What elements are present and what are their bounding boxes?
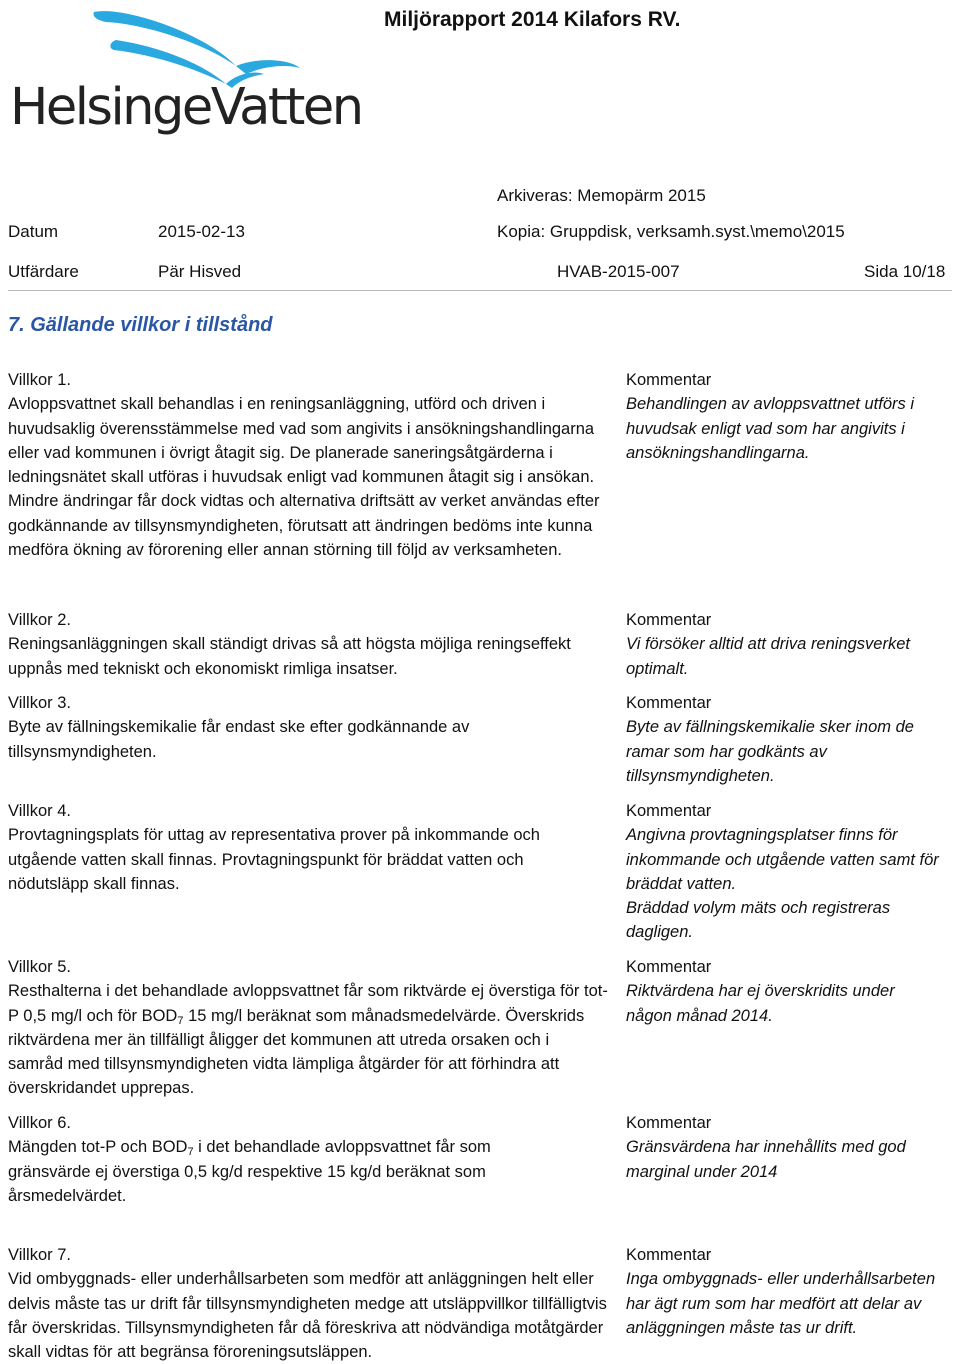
condition-title: Villkor 6. [8,1114,71,1132]
comment-text: Vi försöker alltid att driva reningsverket optimalt. [626,635,910,678]
header-divider [8,290,952,291]
comment-text: Angivna provtagningsplatser finns för inkommande och utgående vatten samt för bräddat vatten. [626,826,939,893]
comment-5 [626,955,936,1028]
condition-text: Avloppsvattnet skall behandlas i en reningsanläggning, utförd och driven i huvudsaklig överensstämmelse med vad som angivits i ansökningshandlingarna eller vad kommunen i övrigt åtagit sig. De planerade saneringsåtgärderna i ledningsnätet skall utföras i huvudsak enligt vad kommunen åtagit sig i ansökan. Mindre ändringar får dock vidtas och alternativa driftsätt av verket användas efter godkännande av tillsynsmyndigheten, förutsatt att ändringen bedöms inte kunna medföra ökning av förorening eller annan störning till följd av verksamheten. [8,395,600,560]
condition-text: Resthalterna i det behandlade avloppsvattnet får som riktvärde ej överstiga för tot-P 0,5 mg/l och för BOD [8,982,608,1025]
comment-text: Byte av fällningskemikalie sker inom de ramar som har godkänts av tillsynsmyndigheten. [626,718,914,785]
comment-text: Riktvärdena har ej överskridits under någon månad 2014. [626,982,895,1025]
condition-3 [8,691,608,764]
issuer-label: Utfärdare [8,262,79,281]
comment-label: Kommentar [626,611,712,629]
comment-text: Behandlingen av avloppsvattnet utförs i huvudsak enligt vad som har angivits i ansökningshandlingarna. [626,395,915,462]
comment-1 [626,368,952,465]
condition-5 [8,955,608,1101]
comment-text: Inga ombyggnads- eller underhållsarbeten har ägt rum som har medfört att delar av anläggningen måste tas ur drift. [626,1270,936,1337]
condition-title: Villkor 3. [8,694,71,712]
comment-text: Gränsvärdena har innehållits med god marginal under 2014 [626,1138,906,1181]
condition-text-cont: 15 mg/l beräknat som månadsmedelvärde. Överskrids riktvärdena mer än tillfälligt åligger det kommunen att utreda orsaken och i samråd med tillsynsmyndigheten vidta lämpliga åtgärder för att förhindra att överskridandet upprepas. [8,1006,585,1098]
condition-2 [8,608,608,681]
subscript: 7 [187,1146,194,1159]
page-number: Sida 10/18 [864,262,946,281]
condition-text: Mängden tot-P och BOD [8,1138,188,1157]
condition-title: Villkor 5. [8,958,71,976]
condition-1 [8,368,608,562]
date-value: 2015-02-13 [158,222,245,241]
copy-info: Kopia: Gruppdisk, verksamh.syst.\memo\2015 [497,222,845,241]
condition-6 [8,1111,538,1208]
comment-2 [626,608,956,681]
report-title: Miljörapport 2014 Kilafors RV. [384,8,681,31]
date-label: Datum [8,222,59,241]
comment-label: Kommentar [626,371,712,389]
comment-label: Kommentar [626,1114,712,1132]
condition-text: Vid ombyggnads- eller underhållsarbeten som medför att anläggningen helt eller delvis måste tas ur drift får tillsynsmyndigheten medge att utsläppvillkor tillfälligtvis får överskridas. Tillsynsmyndigheten får då föreskriva att nödvändiga motåtgärder skall vidtas för att begränsa föroreningsutsläppen. [8,1270,607,1362]
document-id: HVAB-2015-007 [557,262,680,281]
condition-4 [8,799,582,896]
comment-6 [626,1111,956,1184]
subscript: 7 [177,1014,184,1027]
issuer-value: Pär Hisved [158,262,242,281]
archive-info: Arkiveras: Memopärm 2015 [497,186,706,205]
condition-title: Villkor 4. [8,802,71,820]
section-heading: 7. Gällande villkor i tillstånd [8,314,273,336]
condition-text: Reningsanläggningen skall ständigt drivas så att högsta möjliga reningseffekt uppnås med tekniskt och ekonomiskt rimliga insatser. [8,635,571,678]
comment-label: Kommentar [626,1246,712,1264]
comment-7 [626,1243,952,1340]
comment-4 [626,799,956,945]
condition-title: Villkor 1. [8,371,71,389]
condition-text: Provtagningsplats för uttag av representativa prover på inkommande och utgående vatten skall finnas. Provtagningspunkt för bräddat vatten och nödutsläpp skall finnas. [8,826,540,893]
condition-7 [8,1243,608,1364]
condition-text-cont: i det behandlade avloppsvattnet får som gränsvärde ej överstiga 0,5 kg/d respektive 15 kg/d beräknat som årsmedelvärdet. [8,1138,491,1205]
helsingevatten-logo [8,4,362,149]
comment-text-extra: Bräddad volym mäts och registreras dagligen. [626,899,891,942]
logo-wordmark: HelsingeVatten [10,78,362,137]
condition-title: Villkor 2. [8,611,71,629]
comment-label: Kommentar [626,958,712,976]
comment-label: Kommentar [626,802,712,820]
comment-label: Kommentar [626,694,712,712]
comment-3 [626,691,948,788]
condition-title: Villkor 7. [8,1246,71,1264]
condition-text: Byte av fällningskemikalie får endast ske efter godkännande av tillsynsmyndigheten. [8,718,470,761]
